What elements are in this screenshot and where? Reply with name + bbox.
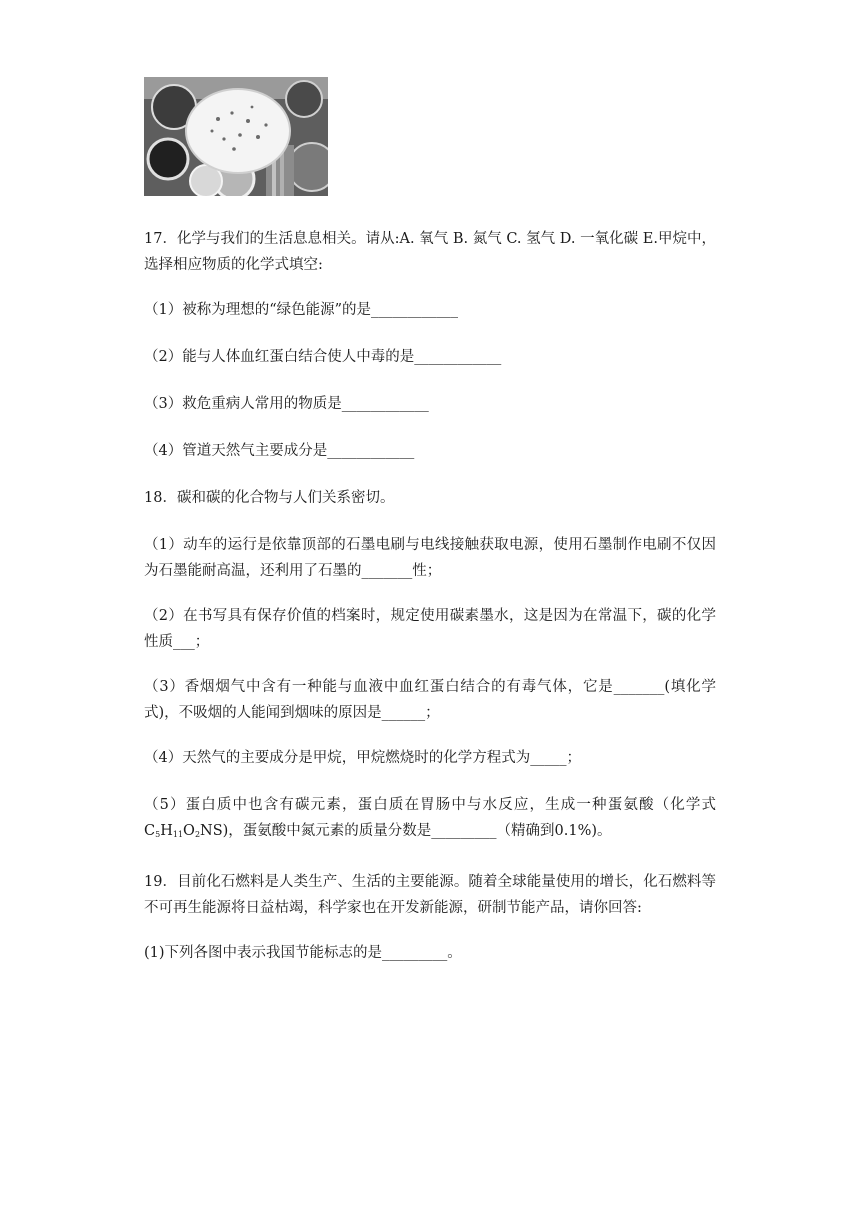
q18-item-3: （3）香烟烟气中含有一种能与血液中血红蛋白结合的有毒气体，它是_______(填化学式)，不吸烟的人能闻到烟味的原因是______； [144,679,716,721]
q19-stem: 19．目前化石燃料是人类生产、生活的主要能源。随着全球能量使用的增长，化石燃料等不可再生能源将日益枯竭，科学家也在开发新能源，研制节能产品，请你回答: [144,874,716,916]
formula-c-subscript: 5 [155,830,161,839]
q18-stem: 18．碳和碳的化合物与人们关系密切。 [144,490,395,506]
formula-h: H [160,823,173,839]
q18-item-5-text-a: （5）蛋白质中也含有碳元素，蛋白质在胃肠中与水反应，生成一种蛋氨酸（化学式 [144,797,716,813]
q18-item-2: （2）在书写具有保存价值的档案时，规定使用碳素墨水，这是因为在常温下，碳的化学性质___； [144,608,716,650]
q18-item-1: （1）动车的运行是依靠顶部的石墨电刷与电线接触获取电源，使用石墨制作电刷不仅因为石墨能耐高温，还利用了石墨的_______性； [144,537,716,579]
question-content [144,226,716,966]
formula-h-subscript: 11 [172,830,184,839]
q19-item-1: (1)下列各图中表示我国节能标志的是_________。 [144,945,462,961]
q17-item-4: （4）管道天然气主要成分是____________ [144,443,415,459]
q18-item-4: （4）天然气的主要成分是甲烷，甲烷燃烧时的化学方程式为_____； [144,750,581,766]
q18-item-5 [144,792,716,848]
formula-c: C [144,823,156,839]
q18-item-5-text-b: NS)，蛋氨酸中氮元素的质量分数是_________（精确到0.1%)。 [200,823,612,839]
q17-item-2: （2）能与人体血红蛋白结合使人中毒的是____________ [144,349,502,365]
q17-item-3: （3）救危重病人常用的物质是____________ [144,396,429,412]
q17-item-1: （1）被称为理想的“绿色能源”的是____________ [144,302,459,318]
formula-o: O [183,823,195,839]
q17-stem: 17．化学与我们的生活息息相关。请从:A. 氧气 B. 氮气 C. 氢气 D. 一氧化碳 E.甲烷中，选择相应物质的化学式填空: [144,231,716,273]
photo-illustration [144,77,328,196]
food-dishes-photo [144,77,328,196]
formula-o-subscript: 2 [194,830,201,839]
